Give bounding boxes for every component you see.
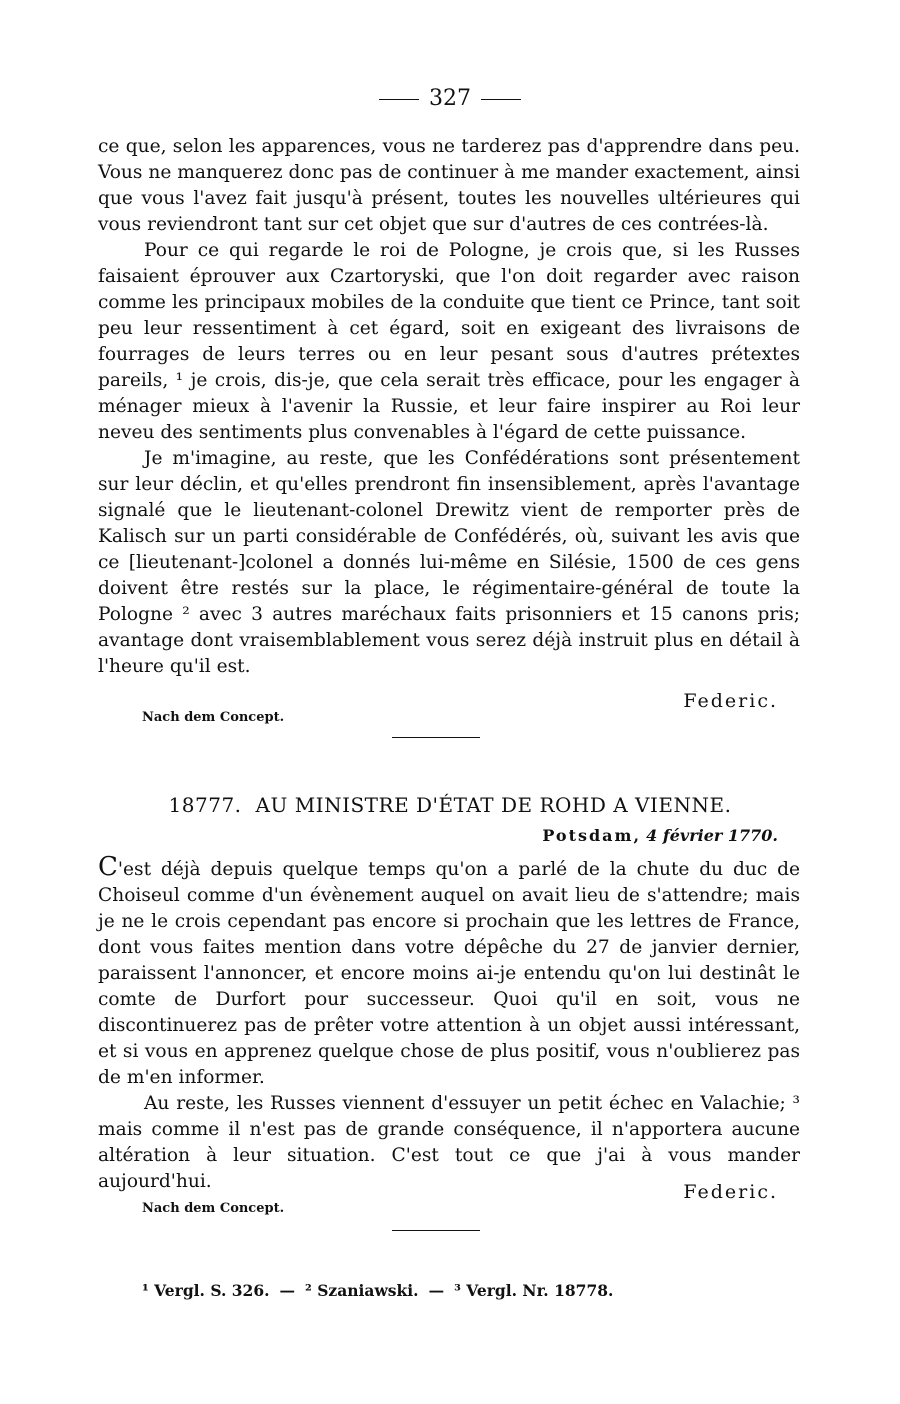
paragraph: Je m'imagine, au reste, que les Confédérations sont présentement sur leur déclin, et qu'elles prendront fin insensiblement, après l'avantage signalé que le lieutenant-colonel Drewitz vient de remporter près de Kalisch sur un parti considérable de Confédérés, où, suivant les avis que ce [lieutenant-]colonel a donnés lui-même en Silésie, 1500 de ces gens doivent être restés sur la place, le régimentaire-général de toute la Pologne ² avec 3 autres maréchaux faits prisonniers et 15 canons pris; avantage dont vraisemblablement vous serez déjà instruit plus en détail à l'heure qu'il est. (98, 448, 800, 677)
page-number-text: 327 (429, 86, 471, 111)
dateline-place: Potsdam, (542, 826, 642, 845)
source-note: Nach dem Concept. (142, 710, 285, 725)
footnotes (142, 1281, 613, 1300)
signature: Federic. (683, 690, 778, 712)
footnote: ¹ Vergl. S. 326. (142, 1281, 270, 1300)
footnote-divider (392, 1230, 480, 1231)
page-number (0, 86, 900, 111)
page-number-dash-left (379, 99, 419, 100)
letter-body (98, 854, 800, 1195)
footnote-separator: — (279, 1281, 296, 1300)
signature: Federic. (683, 1181, 778, 1203)
continued-letter-body (98, 134, 800, 680)
paragraph-text: 'est déjà depuis quelque temps qu'on a parlé de la chute du duc de Choiseul comme d'un évènement auquel on avait lieu de s'attendre; mais je ne le crois cependant pas encore si prochain que les lettres de France, dont vous faites mention dans votre dépêche du 27 de janvier dernier, paraissent l'annoncer, et encore moins ai-je entendu qu'on lui destinât le comte de Durfort pour successeur. Quoi qu'il en soit, vous ne discontinuerez pas de prêter votre attention à un objet aussi intéressant, et si vous en apprenez quelque chose de plus positif, vous n'oublierez pas de m'en informer. (98, 859, 800, 1088)
section-divider (392, 737, 480, 738)
dateline-date: 4 février 1770. (646, 826, 778, 845)
paragraph (98, 854, 800, 1091)
paragraph: Au reste, les Russes viennent d'essuyer un petit échec en Valachie; ³ mais comme il n'est pas de grande conséquence, il n'apportera aucune altération à leur situation. C'est tout ce que j'ai à vous mander aujourd'hui. (98, 1093, 800, 1192)
page-number-dash-right (481, 99, 521, 100)
footnote: ³ Vergl. Nr. 18778. (454, 1281, 614, 1300)
footnote-separator: — (428, 1281, 445, 1300)
letter-heading (0, 793, 900, 817)
letter-number: 18777. (168, 793, 242, 817)
footnote: ² Szaniawski. (305, 1281, 419, 1300)
drop-cap: C (98, 852, 118, 882)
dateline (542, 826, 778, 845)
letter-title: AU MINISTRE D'ÉTAT DE ROHD A VIENNE. (255, 793, 732, 817)
paragraph: ce que, selon les apparences, vous ne tarderez pas d'apprendre dans peu. Vous ne manquerez donc pas de continuer à me mander exactement, ainsi que vous l'avez fait jusqu'à présent, toutes les nouvelles ultérieures qui vous reviendront tant sur cet objet que sur d'autres de ces contrées-là. (98, 136, 800, 235)
source-note: Nach dem Concept. (142, 1201, 285, 1216)
paragraph: Pour ce qui regarde le roi de Pologne, je crois que, si les Russes faisaient éprouver aux Czartoryski, que l'on doit regarder avec raison comme les principaux mobiles de la conduite que tient ce Prince, tant soit peu leur ressentiment à cet égard, soit en exigeant des livraisons de fourrages de leurs terres ou en leur pesant sous d'autres prétextes pareils, ¹ je crois, dis-je, que cela serait très efficace, pour les engager à ménager mieux à l'avenir la Russie, et leur faire inspirer au Roi leur neveu des sentiments plus convenables à l'égard de cette puissance. (98, 240, 800, 443)
